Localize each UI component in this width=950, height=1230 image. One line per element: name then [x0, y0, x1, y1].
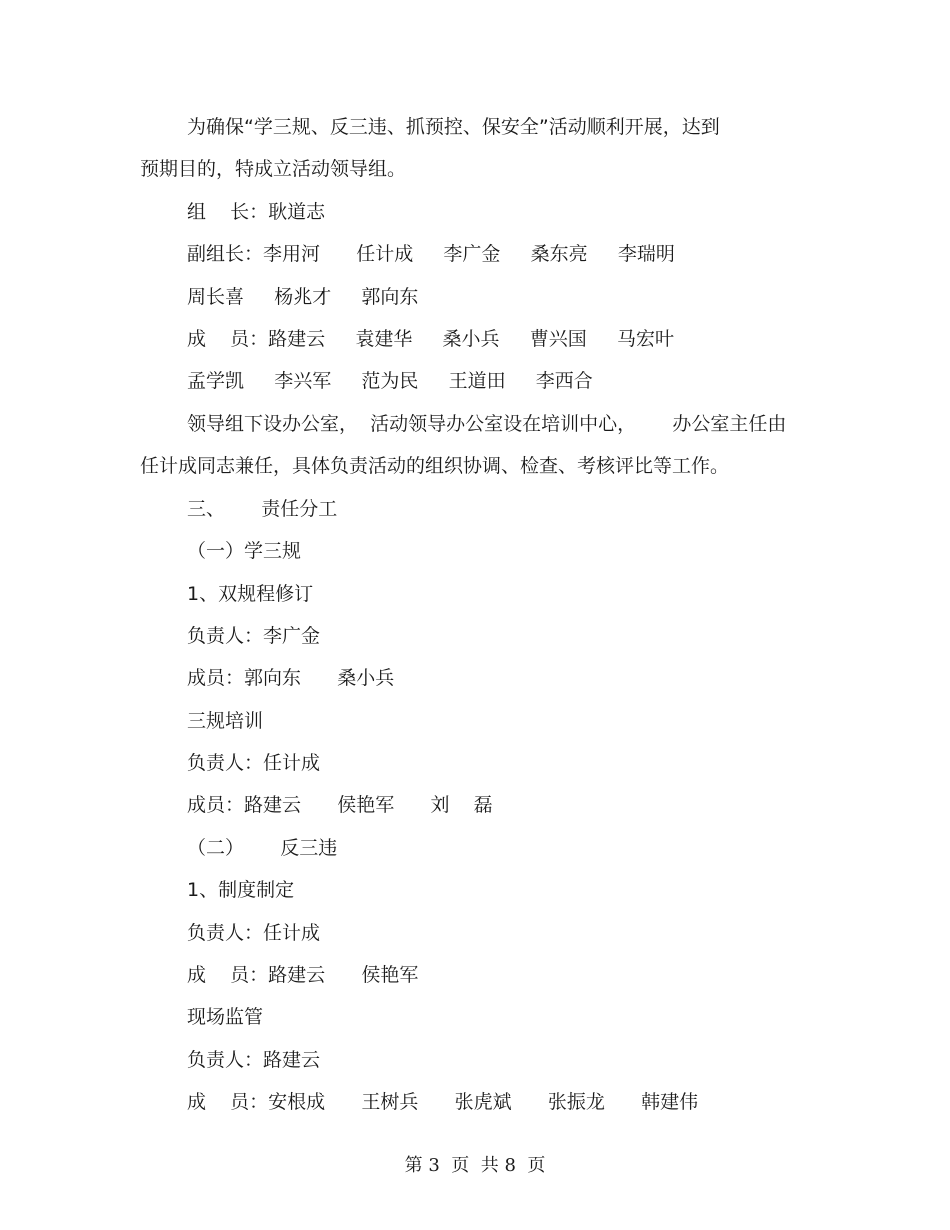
- page-number-footer: 第 3 页 共 8 页: [404, 1155, 546, 1176]
- paragraph-line: 为确保“学三规、反三违、抓预控、保安全”活动顺利开展，达到: [187, 116, 720, 138]
- responsible-line: 负责人：任计成: [187, 922, 321, 944]
- responsible-line: 负责人：路建云: [187, 1049, 321, 1071]
- members-line: 成员：郭向东 桑小兵: [187, 667, 395, 689]
- responsible-line: 负责人：李广金: [187, 625, 321, 647]
- deputy-leaders-continued-line: 周长喜 杨兆才 郭向东: [187, 286, 419, 308]
- subsection-heading: （二） 反三违: [187, 837, 338, 859]
- members-line: 成员：路建云 侯艳军 刘 磊: [187, 794, 493, 816]
- office-paragraph-line: 领导组下设办公室， 活动领导办公室设在培训中心， 办公室主任由: [187, 413, 787, 435]
- members-continued-line: 孟学凯 李兴军 范为民 王道田 李西合: [187, 370, 593, 392]
- section-heading: 三、 责任分工: [187, 498, 338, 520]
- item-heading: 三规培训: [187, 710, 264, 732]
- item-heading: 1、制度制定: [187, 879, 295, 901]
- paragraph-line: 预期目的，特成立活动领导组。: [140, 158, 407, 180]
- deputy-leaders-line: 副组长：李用河 任计成 李广金 桑东亮 李瑞明: [187, 243, 675, 265]
- office-paragraph-line: 任计成同志兼任，具体负责活动的组织协调、检查、考核评比等工作。: [140, 455, 730, 477]
- members-line: 成 员：路建云 侯艳军: [187, 964, 419, 986]
- item-heading: 现场监管: [187, 1006, 264, 1028]
- responsible-line: 负责人：任计成: [187, 752, 321, 774]
- subsection-heading: （一）学三规: [187, 540, 302, 562]
- item-heading: 1、双规程修订: [187, 583, 314, 605]
- leader-line: 组 长：耿道志: [187, 201, 326, 223]
- members-line: 成 员：路建云 袁建华 桑小兵 曹兴国 马宏叶: [187, 328, 674, 350]
- members-line: 成 员：安根成 王树兵 张虎斌 张振龙 韩建伟: [187, 1091, 699, 1113]
